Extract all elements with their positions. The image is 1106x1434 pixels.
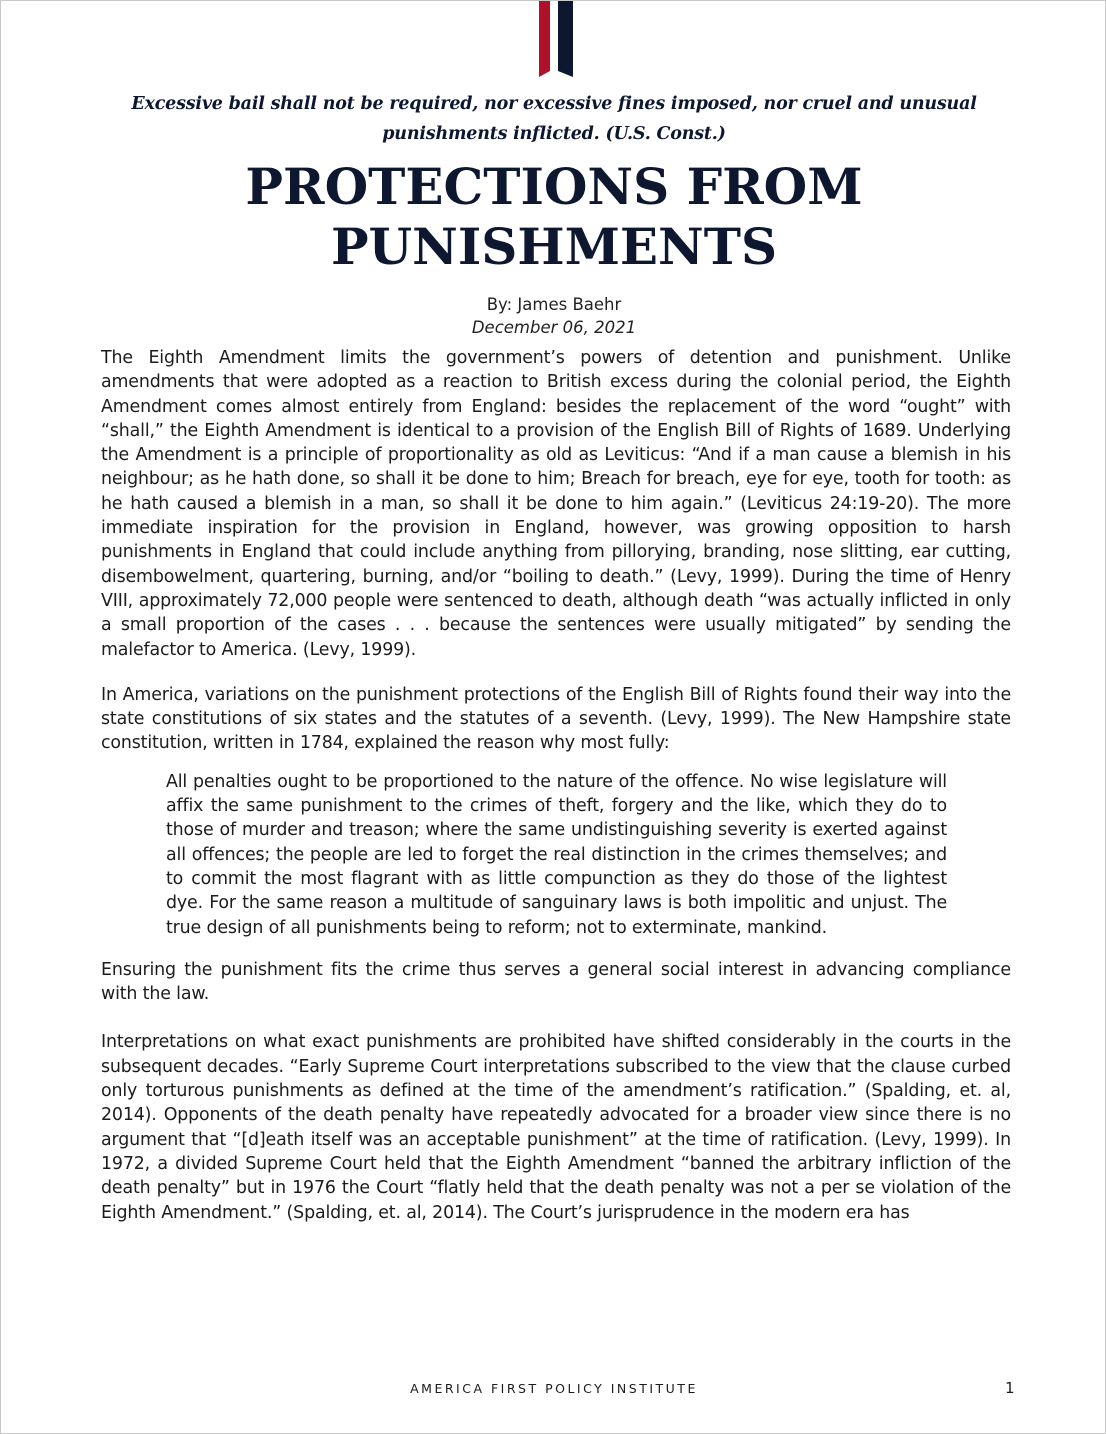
title-line-2: PUNISHMENTS [330, 217, 778, 276]
byline [1, 293, 1106, 339]
body-paragraph-4: Interpretations on what exact punishments are prohibited have shifted considerably in the courts in the subsequent decades. “Early Supreme Court interpretations subscribed to the view that the clause curbed only torturous punishments as defined at the time of the amendment’s ratification.” (Spalding, et. al, 2014). Opponents of the death penalty have repeatedly advocated for a broader view since there is no argument that “[d]eath itself was an acceptable punishment” at the time of ratification. (Levy, 1999). In 1972, a divided Supreme Court held that the Eighth Amendment “banned the arbitrary infliction of the death penalty” but in 1976 the Court “flatly held that the death penalty was not a per se violation of the Eighth Amendment.” (Spalding, et. al, 2014). The Court’s jurisprudence in the modern era has [101, 1032, 1011, 1223]
body-paragraph-2: In America, variations on the punishment protections of the English Bill of Rights found their way into the state constitutions of six states and the statutes of a seventh. (Levy, 1999). The New Hampshire state constitution, written in 1784, explained the reason why most fully: [101, 684, 1011, 754]
ribbon-navy-stripe [558, 1, 573, 77]
block-quote: All penalties ought to be proportioned to the nature of the offence. No wise legislature will affix the same punishment to the crimes of theft, forgery and the like, which they do to those of murder and treason; where the same undistinguishing severity is exerted against all offences; the people are led to forget the real distinction in the crimes themselves; and to commit the most flagrant with as little compunction as they do those of the lightest dye. For the same reason a multitude of sanguinary laws is both impolitic and unjust. The true design of all punishments being to reform; not to exterminate, mankind. [166, 771, 947, 938]
ribbon-red-stripe [539, 1, 550, 77]
page-number: 1 [1005, 1379, 1015, 1397]
body-paragraph-3: Ensuring the punishment fits the crime thus serves a general social interest in advancing compliance with the law. [101, 959, 1011, 1005]
body-paragraph-1: The Eighth Amendment limits the government’s powers of detention and punishment. Unlike amendments that were adopted as a reaction to British excess during the colonial period, the Eighth Amendment comes almost entirely from England: besides the replacement of the word “ought” with “shall,” the Eighth Amendment is identical to a provision of the English Bill of Rights of 1689. Underlying the Amendment is a principle of proportionality as old as Leviticus: “And if a man cause a blemish in his neighbour; as he hath done, so shall it be done to him; Breach for breach, eye for eye, tooth for tooth: as he hath caused a blemish in a man, so shall it be done to him again.” (Leviticus 24:19-20). The more immediate inspiration for the provision in England, however, was growing opposition to harsh punishments in England that could include anything from pillorying, branding, nose slitting, ear cutting, disembowelment, quartering, burning, and/or “boiling to death.” (Levy, 1999). During the time of Henry VIII, approximately 72,000 people were sentenced to death, although death “was actually inflicted in only a small proportion of the cases . . . because the sentences were usually mitigated” by sending the malefactor to America. (Levy, 1999). [101, 348, 1011, 660]
title-line-1: PROTECTIONS FROM [245, 157, 863, 216]
epigraph-quote: Excessive bail shall not be required, nor excessive fines imposed, nor cruel and unusual punishments inflicted. (U.S. Const.) [131, 94, 977, 144]
ribbon-logo [539, 1, 573, 77]
ribbon-white-gap [550, 1, 558, 71]
publication-date: December 06, 2021 [471, 318, 637, 337]
author: By: James Baehr [486, 295, 622, 314]
article-body [101, 346, 1011, 1225]
footer-organization: AMERICA FIRST POLICY INSTITUTE [410, 1381, 698, 1396]
page-title [61, 157, 1047, 277]
